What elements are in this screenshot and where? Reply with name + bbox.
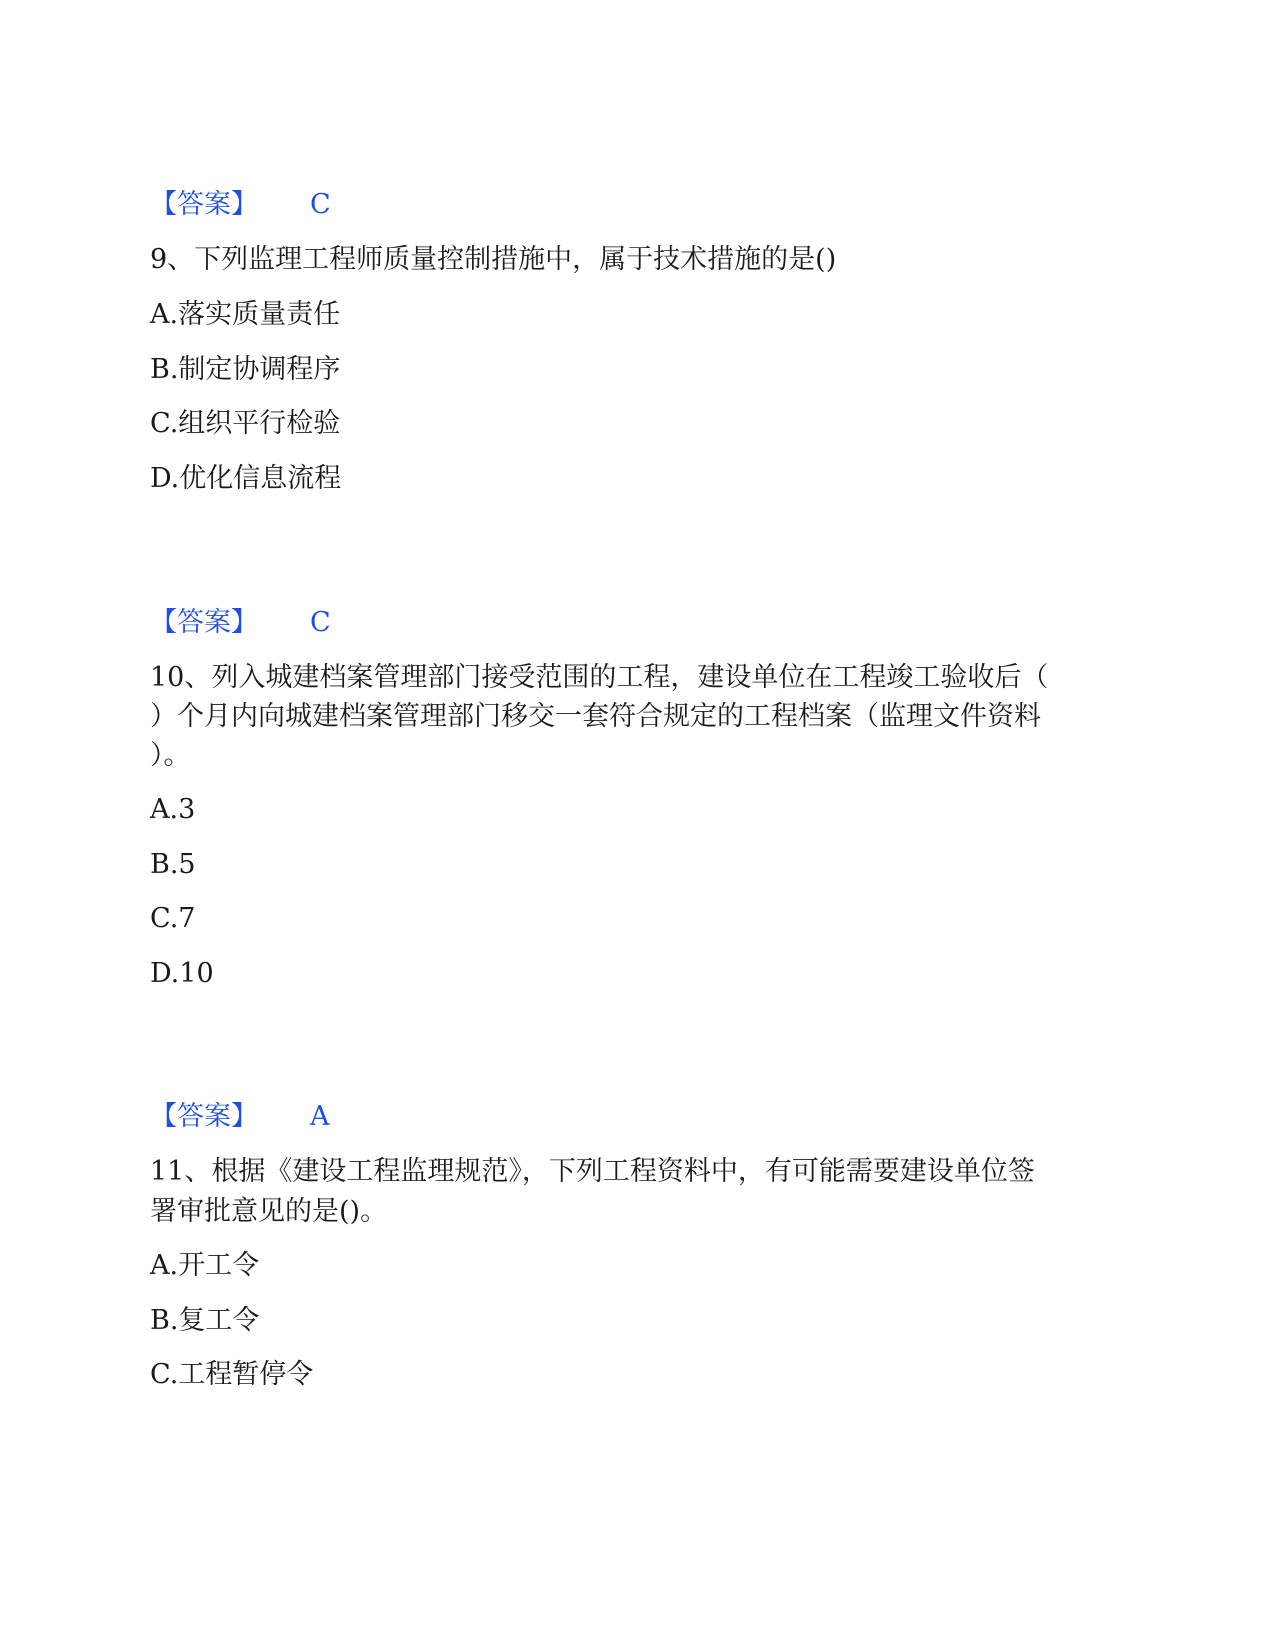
q10-option-d: D.10 xyxy=(150,958,214,989)
answer-line xyxy=(150,604,331,642)
q9-option-d: D.优化信息流程 xyxy=(150,463,342,494)
q11-option-a: A.开工令 xyxy=(150,1250,260,1281)
q10-option-c: C.7 xyxy=(150,903,196,934)
q9-option-c: C.组织平行检验 xyxy=(150,408,341,439)
q9-option-b: B.制定协调程序 xyxy=(150,354,341,385)
answer-value: C xyxy=(310,189,331,220)
question-10-line-1: 10、列入城建档案管理部门接受范围的工程，建设单位在工程竣工验收后（ xyxy=(150,662,1049,693)
answer-label: 【答案】 xyxy=(150,1101,258,1132)
question-11-line-1: 11、根据《建设工程监理规范》，下列工程资料中，有可能需要建设单位签 xyxy=(150,1156,1035,1187)
q11-option-c: C.工程暂停令 xyxy=(150,1359,314,1390)
question-11-line-2: 署审批意见的是()。 xyxy=(150,1196,388,1227)
question-10-line-2: ）个月内向城建档案管理部门移交一套符合规定的工程档案（监理文件资料 xyxy=(150,701,1041,732)
q10-option-a: A.3 xyxy=(150,794,196,825)
answer-line xyxy=(150,186,331,224)
q9-option-a: A.落实质量责任 xyxy=(150,299,341,330)
q10-option-b: B.5 xyxy=(150,849,196,880)
question-9-text: 9、下列监理工程师质量控制措施中，属于技术措施的是() xyxy=(150,244,837,275)
q11-option-b: B.复工令 xyxy=(150,1305,260,1336)
answer-line xyxy=(150,1098,330,1136)
answer-value: A xyxy=(310,1101,330,1132)
answer-value: C xyxy=(310,607,331,638)
answer-label: 【答案】 xyxy=(150,607,258,638)
question-10-line-3: ）。 xyxy=(150,740,191,771)
answer-label: 【答案】 xyxy=(150,189,258,220)
